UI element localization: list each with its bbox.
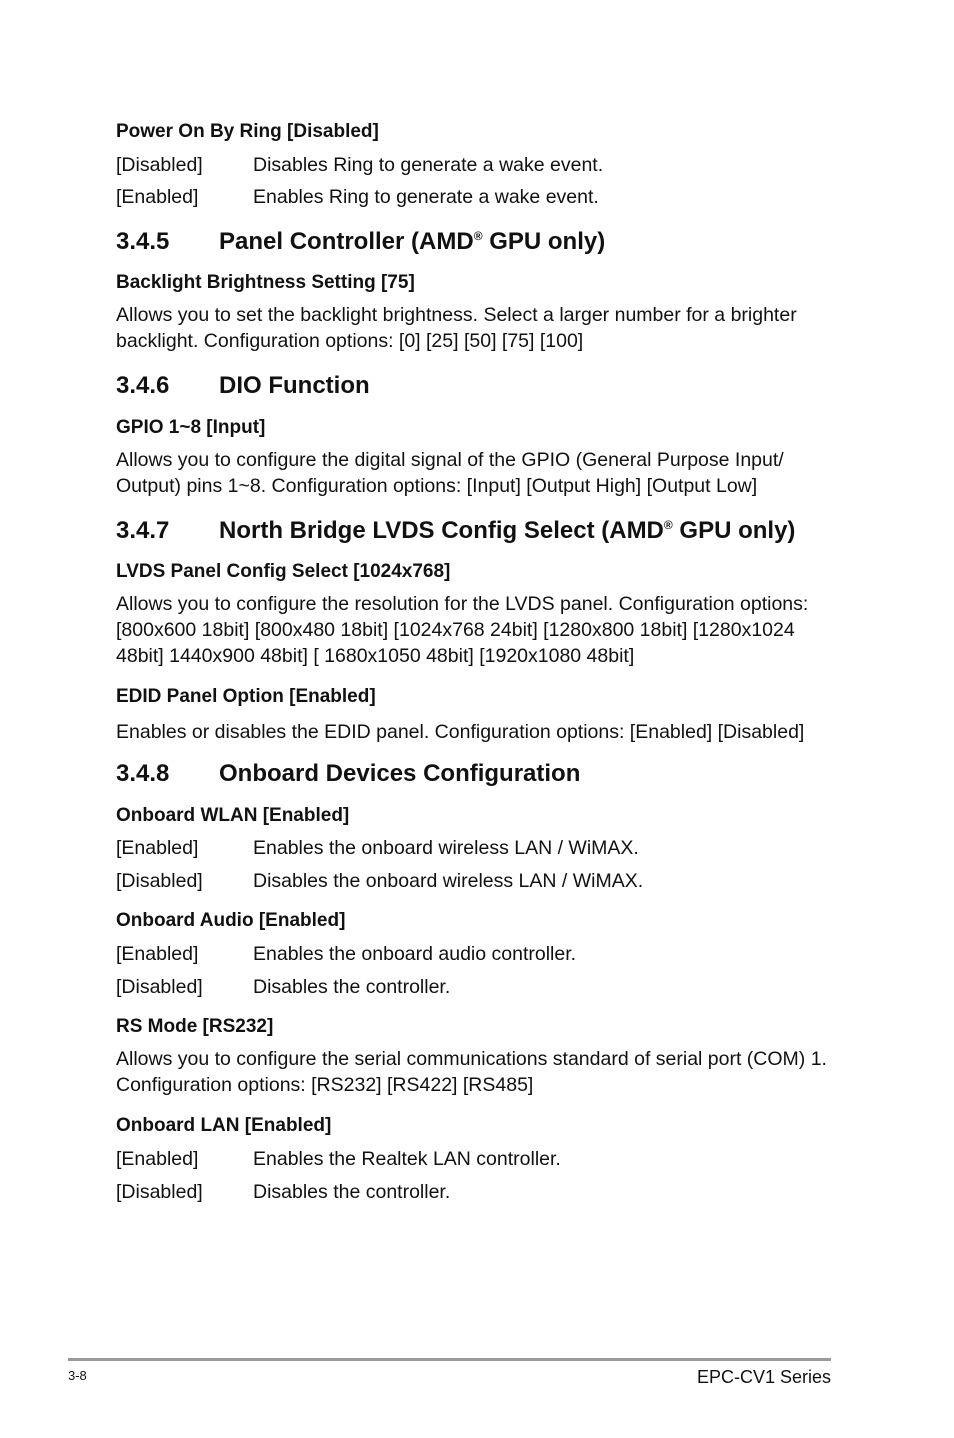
option-desc: Enables Ring to generate a wake event. (253, 186, 599, 208)
option-key: [Disabled] (116, 1181, 203, 1203)
option-desc: Disables the controller. (253, 976, 451, 998)
section-number: 3.4.6 (116, 372, 170, 399)
option-row (116, 943, 576, 966)
rs-mode-description: Allows you to configure the serial communications standard of serial port (COM) 1. Configuration options: [RS232] [RS422] [RS485] (116, 1048, 827, 1096)
section-title: DIO Function (219, 372, 370, 399)
rs-mode-title: RS Mode [RS232] (116, 1016, 274, 1037)
option-key: [Disabled] (116, 976, 203, 998)
section-number: 3.4.5 (116, 228, 170, 255)
option-desc: Disables the onboard wireless LAN / WiMAX. (253, 870, 644, 892)
option-row (116, 1181, 450, 1204)
option-row (116, 154, 603, 177)
power-on-by-ring-title: Power On By Ring [Disabled] (116, 121, 379, 142)
footer-divider (68, 1358, 831, 1361)
onboard-audio-title: Onboard Audio [Enabled] (116, 910, 346, 931)
option-key: [Enabled] (116, 186, 199, 208)
backlight-brightness-title: Backlight Brightness Setting [75] (116, 272, 415, 293)
section-number: 3.4.7 (116, 517, 170, 544)
section-title: North Bridge LVDS Config Select (AMD® GPU only) (219, 517, 796, 544)
section-heading-3-4-6 (116, 372, 370, 400)
option-key: [Disabled] (116, 154, 203, 176)
page-number: 3-8 (68, 1368, 87, 1383)
gpio-title: GPIO 1~8 [Input] (116, 417, 266, 438)
section-number: 3.4.8 (116, 760, 170, 787)
option-row (116, 1148, 561, 1171)
option-desc: Enables the Realtek LAN controller. (253, 1148, 561, 1170)
section-heading-3-4-5 (116, 228, 605, 256)
option-desc: Disables Ring to generate a wake event. (253, 154, 604, 176)
option-key: [Disabled] (116, 870, 203, 892)
option-desc: Disables the controller. (253, 1181, 451, 1203)
section-heading-3-4-8 (116, 760, 580, 788)
option-key: [Enabled] (116, 837, 199, 859)
gpio-description: Allows you to configure the digital signal of the GPIO (General Purpose Input/ Output) pins 1~8. Configuration options: [Input] [Output High] [Output Low] (116, 449, 784, 497)
option-row (116, 976, 450, 999)
option-key: [Enabled] (116, 943, 199, 965)
footer-series: EPC-CV1 Series (696, 1367, 831, 1387)
edid-panel-option-description: Enables or disables the EDID panel. Configuration options: [Enabled] [Disabled] (116, 721, 805, 743)
edid-panel-option-title: EDID Panel Option [Enabled] (116, 686, 376, 707)
section-title: Onboard Devices Configuration (219, 760, 581, 787)
option-desc: Enables the onboard audio controller. (253, 943, 577, 965)
lvds-panel-config-title: LVDS Panel Config Select [1024x768] (116, 561, 451, 582)
backlight-brightness-description: Allows you to set the backlight brightness. Select a larger number for a brighter backlight. Configuration options: [0] [25] [50] [75] [100] (116, 304, 797, 352)
lvds-panel-config-description: Allows you to configure the resolution for the LVDS panel. Configuration options: [800x600 18bit] [800x480 18bit] [1024x768 24bit] [1280x800 18bit] [1280x1024 48bit] 1440x900 48bit] [ 1680x1050 48bit] [1920x1080 48bit] (116, 593, 809, 667)
option-desc: Enables the onboard wireless LAN / WiMAX. (253, 837, 639, 859)
option-row (116, 837, 639, 860)
option-row (116, 870, 643, 893)
onboard-lan-title: Onboard LAN [Enabled] (116, 1115, 332, 1136)
onboard-wlan-title: Onboard WLAN [Enabled] (116, 805, 350, 826)
section-title: Panel Controller (AMD® GPU only) (219, 228, 606, 255)
option-row (116, 186, 599, 209)
option-key: [Enabled] (116, 1148, 199, 1170)
section-heading-3-4-7 (116, 517, 795, 545)
